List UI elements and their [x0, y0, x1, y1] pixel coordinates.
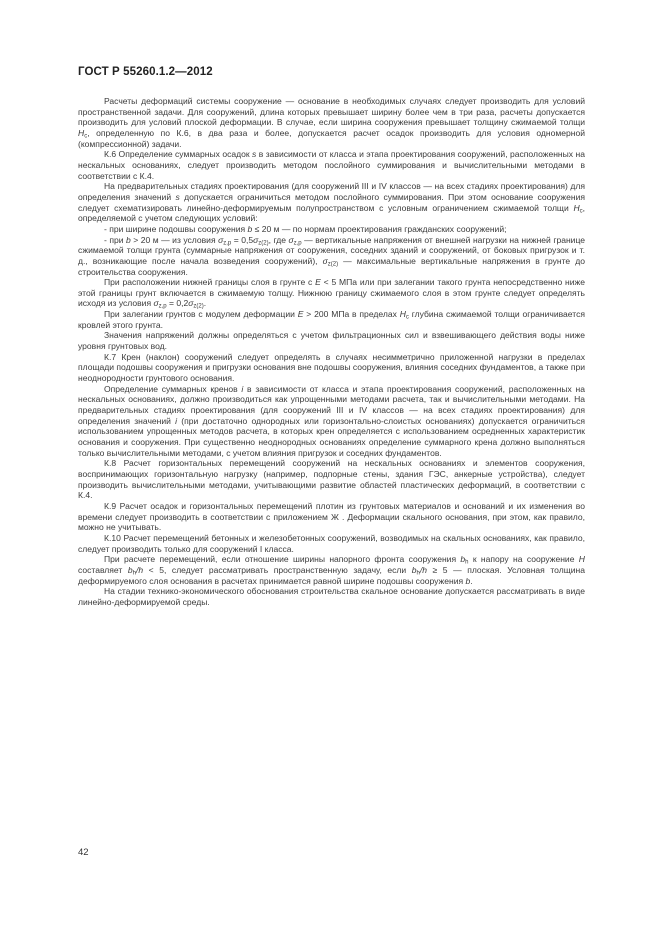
math-symbol: $\sigma_{z(2)}$: [253, 234, 269, 247]
text-run: ≥ 5 — плоская. Условная толщина деформируемого слоя основания в расчетах принимается равной ширине подошвы сооружения: [78, 564, 586, 586]
paragraph: [78, 586, 585, 607]
math-symbol: i: [175, 415, 178, 426]
paragraph: [78, 235, 585, 278]
text-run: > 200 МПа в пределах: [303, 309, 400, 320]
math-symbol: i: [241, 383, 244, 394]
math-symbol: $b_h$: [411, 564, 420, 577]
text-run: = 0,2: [166, 298, 189, 309]
text-run: К.9 Расчет осадок и горизонтальных перемещений плотин из грунтовых материалов и оснований и их изменения во времени следует производить в соответствии с приложением Ж . Деформации скального основания, при этом, как правило, можно не учитывать.: [78, 500, 585, 533]
paragraph: [78, 224, 585, 235]
text-run: Расчеты деформаций системы сооружение — основание в необходимых случаях следует производить для условий пространственной задачи. Для сооружений, длина которых превышает ширину более чем в три раза, расчеты допускается производить для условий плоской деформации. В случае, если ширина сооружения превышает толщину сжимаемой толщи: [78, 96, 585, 128]
text-run: На предварительных стадиях проектирования (для сооружений III и IV классов — на всех стадиях проектирования) для определения значений: [78, 181, 585, 202]
math-symbol: $H_c$: [573, 202, 583, 215]
text-run: К.7 Крен (наклон) сооружений следует определять в случаях несимметрично приложенной нагрузки в пределах площади подошвы сооружения и пригрузки основания вне подошвы сооружения, влияния соседних фундаментов, а также при неоднородности грунтового основания.: [78, 351, 585, 384]
paragraph: [78, 309, 585, 330]
math-symbol: s: [175, 191, 180, 202]
math-symbol: b: [126, 234, 131, 245]
paragraph: [78, 330, 585, 351]
text-run: При залегании грунтов с модулем деформации: [104, 309, 298, 320]
math-symbol: $\sigma_{z(2)}$: [322, 255, 339, 268]
text-run: , определяемой с учетом следующих условий:: [78, 202, 585, 224]
text-run: = 0,5: [231, 234, 254, 245]
text-run: — вертикальные напряжения от внешней нагрузки на нижней границе сжимаемой толщи грунта (суммарные напряжения от сооружения, соседних зданий и сооружений, от боковых пригрузок и т. д., возникающие после начала возведения сооружений),: [78, 234, 585, 266]
math-symbol: $\sigma_{z,p}$: [218, 234, 232, 247]
paragraph: [78, 181, 585, 224]
math-symbol: E: [297, 309, 304, 320]
math-symbol: $H_c$: [399, 309, 409, 321]
paragraph: [78, 458, 585, 501]
math-symbol: s: [252, 149, 257, 160]
text-run: К.8 Расчет горизонтальных перемещений сооружений на нескальных основаниях и элементов сооружения, воспринимающих горизонтальную нагрузку (например, подпорные стены, здания ГЭС, анкерные устройства), следует производить вычислительными методами, учитывающими развитие областей пластических деформаций, в соответствии с К.4.: [78, 458, 585, 501]
text-run: ≤ 20 м — по нормам проектирования гражданских сооружений;: [252, 223, 507, 234]
paragraph: [78, 501, 585, 533]
document-header: ГОСТ Р 55260.1.2—2012: [78, 66, 213, 78]
math-symbol: $H_c$: [78, 127, 88, 140]
math-symbol: b: [465, 575, 471, 586]
paragraph: [78, 149, 585, 181]
math-symbol: H: [578, 554, 585, 565]
paragraph: [78, 96, 585, 149]
text-run: При расчете перемещений, если отношение ширины напорного фронта сооружения: [104, 554, 461, 565]
text-run: , определенную по К.6, в два раза и более, допускается расчет осадок производить для условия одномерной (компрессионной) задачи.: [78, 127, 585, 149]
math-symbol: $b_h$: [460, 554, 469, 566]
math-symbol: $\sigma_{z,p}$: [153, 298, 167, 310]
text-run: > 20 м — из условия: [130, 234, 219, 245]
text-run: в зависимости от класса и этапа проектирования сооружений, расположенных на нескальных основаниях, следует производить методом послойного суммирования и вычислительными методами в соответствии с К.4.: [78, 149, 585, 181]
document-body: [78, 96, 585, 608]
paragraph: [78, 533, 585, 554]
paragraph: [78, 352, 585, 384]
text-run: Определение суммарных кренов: [104, 383, 242, 394]
text-run: (при достаточно однородных или горизонтально-слоистых основаниях) допускается ограничиться использованием упрощенных методов расчета, в которых крен определяется с использованием осредненных характеристик основания и сооружения. При существенно неоднородных основаниях определение суммарного крена должно выполняться только вычислительными методами, с учетом влияния пригрузок и соседних фундаментов.: [78, 415, 585, 458]
paragraph: [78, 384, 585, 459]
text-run: глубина сжимаемой толщи ограничивается кровлей этого грунта.: [78, 309, 585, 330]
text-run: Значения напряжений должны определяться с учетом фильтрационных сил и взвешивающего действия воды ниже уровня грунтовых вод.: [78, 330, 585, 352]
math-symbol: $b_h$: [127, 564, 136, 577]
text-run: .: [203, 298, 207, 309]
math-symbol: $\sigma_{z,p}$: [288, 234, 302, 247]
math-symbol: /h: [419, 564, 427, 575]
text-run: < 5, следует рассматривать пространственную задачу, если: [143, 564, 412, 575]
page-number: 42: [78, 847, 89, 858]
text-run: к напору на сооружение: [468, 554, 579, 565]
math-symbol: b: [247, 223, 253, 234]
text-run: - при: [104, 234, 126, 245]
text-run: — максимальные вертикальные напряжения в грунте до строительства сооружения.: [78, 255, 585, 277]
text-run: При расположении нижней границы слоя в грунте с: [104, 277, 316, 288]
paragraph: [78, 554, 585, 586]
text-run: - при ширине подошвы сооружения: [104, 223, 248, 234]
text-run: .: [470, 575, 473, 586]
text-run: в зависимости от класса и этапа проектирования сооружений, расположенных на нескальных основаниях, должно производиться как упрощенными методами расчета, так и вычислительными методами. На предварительных стадиях проектирования (для сооружений III и IV классов — на всех стадиях проектирования) для определения значений: [78, 383, 585, 426]
math-symbol: E: [315, 277, 321, 288]
text-run: составляет: [78, 564, 128, 575]
math-symbol: /h: [135, 564, 144, 575]
text-run: К.6 Определение суммарных осадок: [104, 149, 253, 160]
paragraph: [78, 277, 585, 309]
text-run: допускается ограничиться методом послойного суммирования. При этом основание сооружения следует схематизировать линейно-деформируемым полупространством с условным ограничением сжимаемой толщи: [78, 191, 586, 213]
math-symbol: $\sigma_{z(2)}$: [188, 298, 204, 310]
text-run: На стадии технико-экономического обоснования строительства скальное основание допускается рассматривать в виде линейно-деформируемой среды.: [78, 586, 585, 607]
text-run: К.10 Расчет перемещений бетонных и железобетонных сооружений, возводимых на скальных основаниях, как правило, следует производить только для сооружений I класса.: [78, 532, 585, 554]
text-run: , где: [268, 234, 289, 245]
text-run: < 5 МПа или при залегании такого грунта непосредственно ниже этой границы грунт включается в сжимаемую толщу. Нижнюю границу сжимаемого слоя в этом грунте следует определять исходя из условия: [78, 277, 585, 309]
